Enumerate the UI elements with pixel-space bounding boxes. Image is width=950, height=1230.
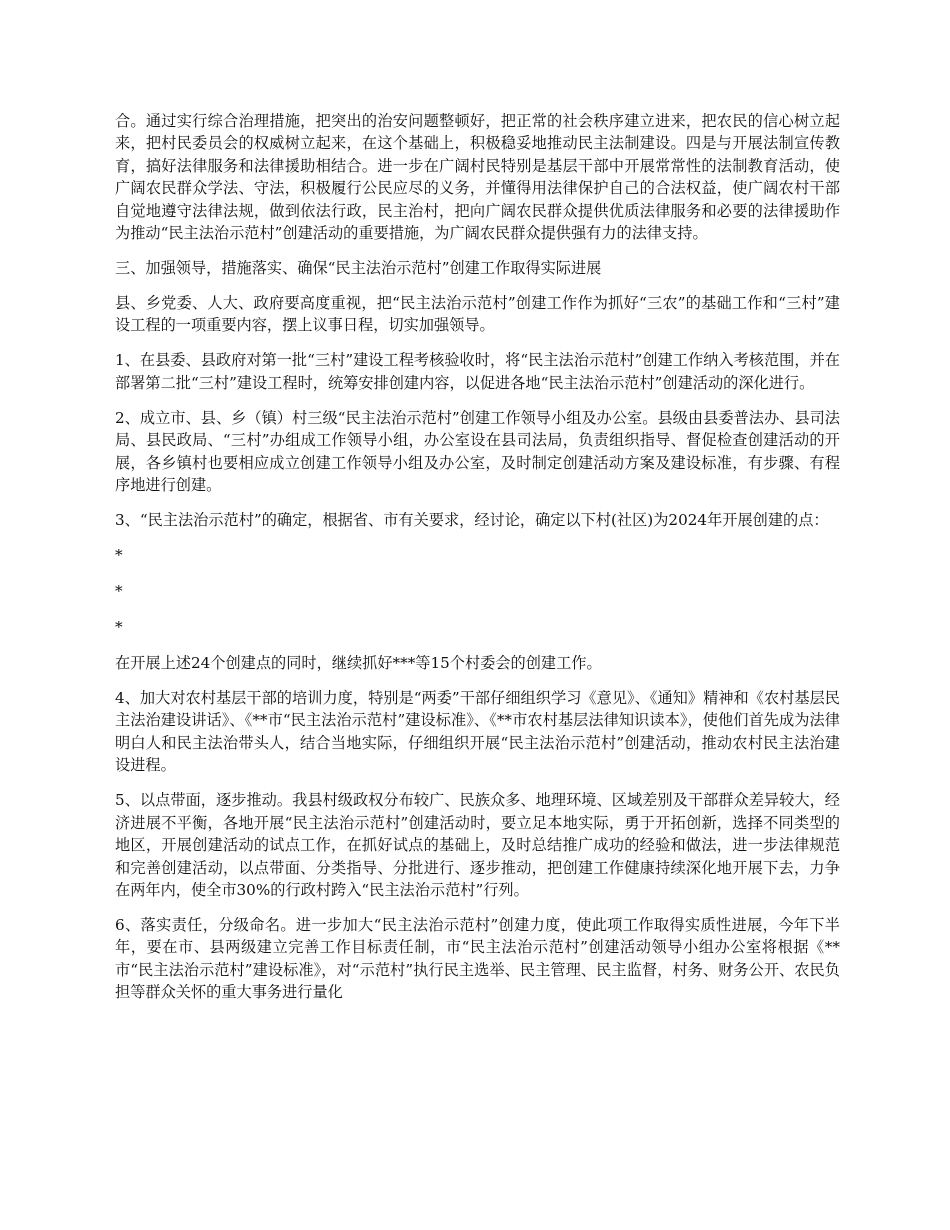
paragraph-leadership: 县、乡党委、人大、政府要高度重视，把“民主法治示范村”创建工作作为抓好“三农”的基础工作和“三村”建设工程的一项重要内容，摆上议事日程，切实加强领导。 bbox=[115, 294, 840, 335]
list-item-6: 6、落实责任，分级命名。进一步加大“民主法治示范村”创建力度，使此项工作取得实质性进展，今年下半年，要在市、县两级建立完善工作目标责任制，市“民主法治示范村”创建活动领导小组办公室将根据《**市“民主法治示范村”建设标准》，对“示范村”执行民主选举、民主管理、民主监督，村务、财务公开、农民负担等群众关怀的重大事务进行量化 bbox=[115, 915, 840, 1002]
bullet-item: * bbox=[115, 618, 123, 637]
section-heading-3: 三、加强领导，措施落实、确保“民主法治示范村”创建工作取得实际进展 bbox=[115, 259, 602, 278]
document-body bbox=[115, 110, 840, 1016]
list-item-3: 3、“民主法治示范村”的确定，根据省、市有关要求，经讨论，确定以下村(社区)为2024年开展创建的点： bbox=[115, 511, 829, 530]
list-item-1: 1、在县委、县政府对第一批“三村”建设工程考核验收时，将“民主法治示范村”创建工作纳入考核范围，并在部署第二批“三村”建设工程时，统筹安排创建内容，以促进各地“民主法治示范村”创建活动的深化进行。 bbox=[115, 351, 840, 392]
list-item-5: 5、以点带面，逐步推动。我县村级政权分布较广、民族众多、地理环境、区域差别及干部群众差异较大，经济进展不平衡，各地开展“民主法治示范村”创建活动时，要立足本地实际，勇于开拓创新，选择不同类型的地区，开展创建活动的试点工作，在抓好试点的基础上，及时总结推广成功的经验和做法，进一步法律规范和完善创建活动，以点带面、分类指导、分批进行、逐步推动，把创建工作健康持续深化地开展下去，力争在两年内，使全市30%的行政村跨入“民主法治示范村”行列。 bbox=[115, 791, 840, 899]
paragraph-intro: 合。通过实行综合治理措施，把突出的治安问题整顿好，把正常的社会秩序建立进来，把农民的信心树立起来，把村民委员会的权威树立起来，在这个基础上，积极稳妥地推动民主法制建设。四是与开展法制宣传教育，搞好法律服务和法律援助相结合。进一步在广阔村民特别是基层干部中开展常常性的法制教育活动，使广阔农民群众学法、守法，积极履行公民应尽的义务，并懂得用法律保护自己的合法权益，使广阔农村干部自觉地遵守法律法规，做到依法行政，民主治村，把向广阔农民群众提供优质法律服务和必要的法律援助作为推动“民主法治示范村”创建活动的重要措施，为广阔农民群众提供强有力的法律支持。 bbox=[115, 112, 840, 243]
paragraph-summary: 在开展上述24个创建点的同时，继续抓好***等15个村委会的创建工作。 bbox=[115, 654, 602, 673]
bullet-item: * bbox=[115, 546, 123, 565]
bullet-item: * bbox=[115, 582, 123, 601]
list-item-2: 2、成立市、县、乡（镇）村三级“民主法治示范村”创建工作领导小组及办公室。县级由县委普法办、县司法局、县民政局、“三村”办组成工作领导小组，办公室设在县司法局，负责组织指导、督促检查创建活动的开展，各乡镇村也要相应成立创建工作领导小组及办公室，及时制定创建活动方案及建设标准，有步骤、有程序地进行创建。 bbox=[115, 408, 840, 495]
list-item-4: 4、加大对农村基层干部的培训力度，特别是“两委”干部仔细组织学习《意见》、《通知》精神和《农村基层民主法治建设讲话》、《**市“民主法治示范村”建设标准》、《**市农村基层法律知识读本》，使他们首先成为法律明白人和民主法治带头人，结合当地实际，仔细组织开展“民主法治示范村”创建活动，推动农村民主法治建设进程。 bbox=[115, 689, 840, 775]
